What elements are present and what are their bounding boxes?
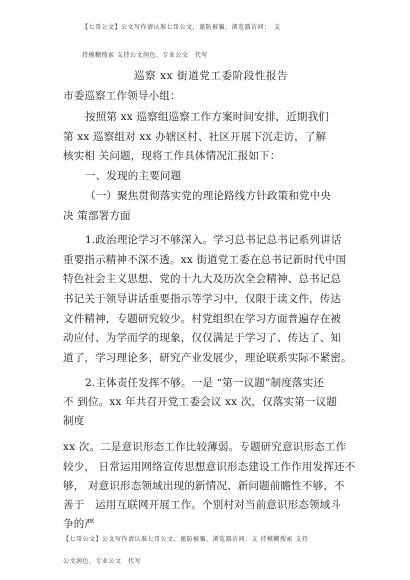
paragraph-line: 书记关于领导讲话重要指示等学习中，仅限于读文件，传达 [63, 293, 342, 305]
subsection-heading: （一）聚焦贯彻落实党的理论路线方针政策和党中央 [85, 190, 332, 202]
header-watermark-line2: 持模糊搜索 支持公文润色、专业公文 代写 [82, 52, 208, 59]
paragraph-line: 按照第 xx 巡察组巡察工作方案时间安排，近期我们 [85, 111, 330, 123]
paragraph-line: 第 xx 巡察组对 xx 办辖区村、社区开展下沉走访，了解 [63, 131, 327, 143]
paragraph-line: 特色社会主义思想、党的十九大及历次全会精神、总书记总 [63, 273, 342, 285]
footer-watermark-line2: 公文润色、专业公文 代写 [63, 558, 142, 565]
header-watermark-line1: 【七哥公文】公文写作请认准七哥公文，谨防被骗，浏览器访问： 支 [82, 24, 281, 31]
paragraph-line: 够， 对意识形态领域出现的新情况、新问题前瞻性不够，不 [63, 480, 345, 492]
paragraph-line: 不 到位。xx 年共召开党工委会议 xx 次，仅落实第一议题 [63, 396, 338, 408]
paragraph-line: 1.政治理论学习不够深入。学习总书记总书记系列讲话 [85, 234, 342, 246]
footer-watermark-line1: 【七哥公文】公文写作请认准七哥公文，谨防被骗，浏览器访问：支 持模糊搜索 支持 [63, 536, 309, 543]
subsection-heading: 决 策部署方面 [63, 210, 131, 222]
paragraph-line: 文件精神，专题研究较少。村党组织在学习方面普遍存在被 [63, 313, 342, 325]
document-title: 巡察 xx 街道党工委阶段性报告 [134, 70, 289, 82]
paragraph-line: 道了，学习理论多，研究产业发展少，理论联系实际不紧密。 [63, 352, 352, 364]
section-heading: 一、发现的主要问题 [85, 170, 182, 182]
paragraph-line: 动应付、为学而学的现象，仅仅满足于学习了、传达了、知 [63, 332, 342, 344]
paragraph-line: 重要指示精神不深不透。xx 街道党工委在总书记新时代中国 [63, 254, 347, 266]
paragraph-line: 制度 [63, 415, 85, 427]
paragraph-line: 争的严 [63, 518, 96, 530]
paragraph-line: 核实相 关问题，现将工作具体情况汇报如下： [63, 150, 281, 162]
salutation: 市委巡察工作领导小组： [63, 90, 181, 102]
paragraph-line: 较少， 日常运用网络宣传思想意识形态建设工作作用发挥还不 [63, 461, 356, 473]
paragraph-line: 善于 运用互联网开展工作。个别村对当前意识形态领域斗 [63, 499, 342, 511]
paragraph-line: xx 次。二是意识形态工作比较薄弱。专题研究意识形态工作 [63, 441, 347, 453]
paragraph-line: 2.主体责任发挥不够。一是 “第一议题”制度落实还 [85, 377, 325, 389]
